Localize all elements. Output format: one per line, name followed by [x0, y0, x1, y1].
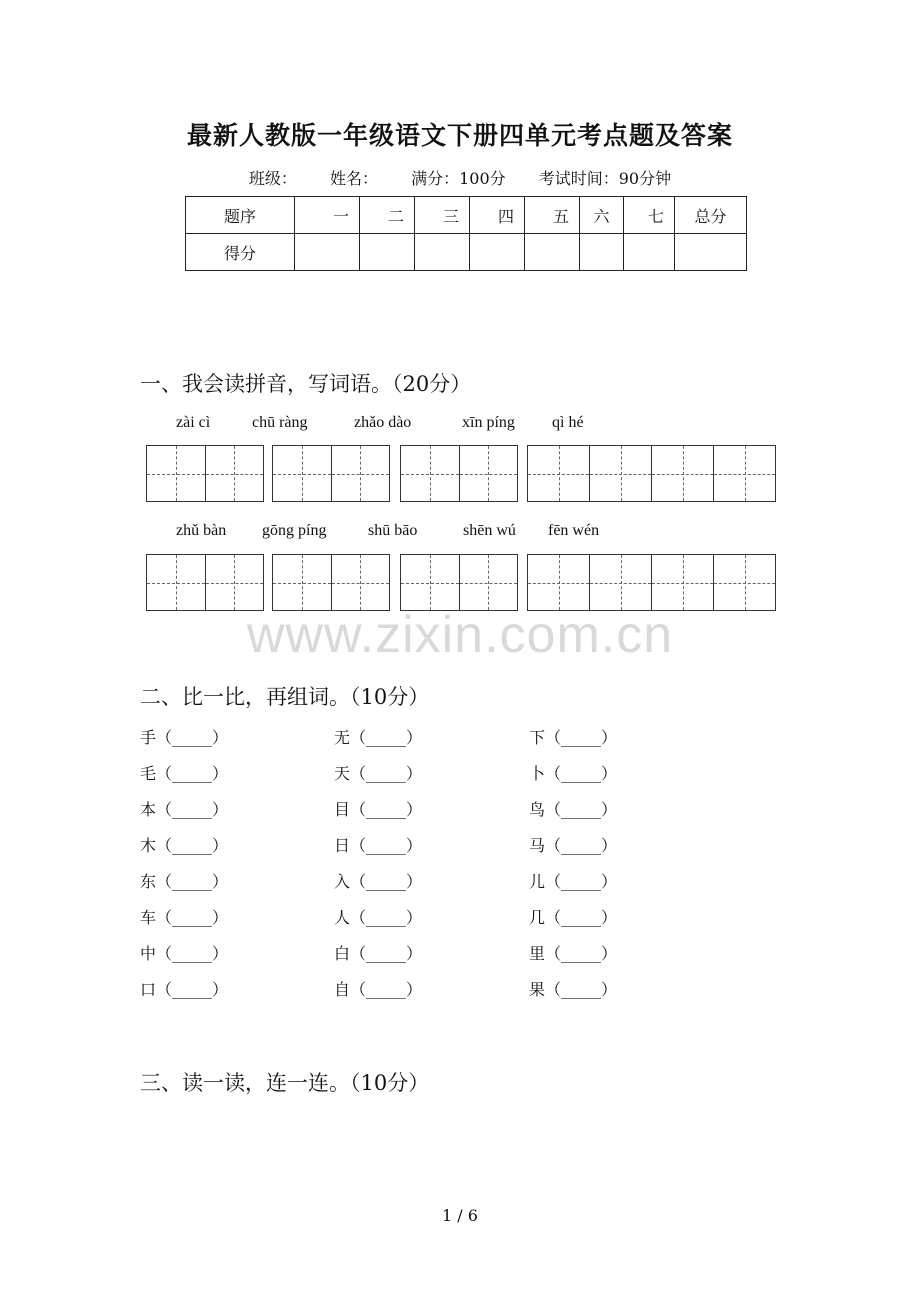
grid-cell[interactable]	[652, 446, 714, 501]
grid-cell[interactable]	[590, 446, 652, 501]
word-item[interactable]: 目（_____）	[334, 800, 423, 819]
section3-title: 三、读一读，连一连。（10分）	[140, 1071, 430, 1095]
score-table	[185, 196, 747, 271]
word-item[interactable]: 果（_____）	[529, 980, 618, 999]
score-cell	[580, 234, 624, 271]
score-table-header-cell: 六	[580, 197, 624, 234]
word-item[interactable]: 中（_____）	[140, 944, 229, 963]
pinyin-label: chū ràng	[252, 414, 308, 431]
writing-grid[interactable]	[527, 554, 776, 611]
score-cell	[295, 234, 360, 271]
word-item[interactable]: 天（_____）	[334, 764, 423, 783]
page-number: 1 / 6	[442, 1206, 478, 1225]
full-score: 满分：100分	[411, 169, 506, 188]
score-table-score-row	[186, 234, 747, 271]
word-item[interactable]: 卜（_____）	[529, 764, 618, 783]
pinyin-label: gōng píng	[262, 522, 327, 539]
score-cell	[624, 234, 675, 271]
writing-grid[interactable]	[400, 554, 518, 611]
grid-cell[interactable]	[652, 555, 714, 610]
word-item[interactable]: 自（_____）	[334, 980, 423, 999]
score-table-header-cell: 七	[624, 197, 675, 234]
score-table-header-row	[186, 197, 747, 234]
exam-info-line	[0, 166, 920, 189]
word-item[interactable]: 东（_____）	[140, 872, 229, 891]
score-row-label: 得分	[186, 234, 295, 271]
name-label: 姓名：	[329, 169, 378, 188]
grid-cell[interactable]	[206, 555, 264, 610]
grid-cell[interactable]	[273, 446, 332, 501]
word-item[interactable]: 毛（_____）	[140, 764, 229, 783]
grid-cell[interactable]	[714, 555, 775, 610]
watermark: www.zixin.com.cn	[246, 606, 674, 664]
word-item[interactable]: 鸟（_____）	[529, 800, 618, 819]
writing-grid[interactable]	[272, 554, 390, 611]
grid-cell[interactable]	[147, 555, 206, 610]
score-table-header-cell: 二	[360, 197, 415, 234]
pinyin-label: zhǎo dào	[354, 414, 412, 431]
word-item[interactable]: 下（_____）	[529, 728, 618, 747]
score-cell	[415, 234, 470, 271]
pinyin-label: qì hé	[552, 414, 584, 431]
grid-cell[interactable]	[714, 446, 775, 501]
writing-grid[interactable]	[146, 554, 264, 611]
grid-cell[interactable]	[273, 555, 332, 610]
writing-grid[interactable]	[400, 445, 518, 502]
grid-cell[interactable]	[528, 555, 590, 610]
class-label: 班级：	[248, 169, 297, 188]
word-item[interactable]: 口（_____）	[140, 980, 229, 999]
grid-cell[interactable]	[401, 446, 460, 501]
word-item[interactable]: 几（_____）	[529, 908, 618, 927]
writing-grid[interactable]	[146, 445, 264, 502]
score-table-header-cell: 三	[415, 197, 470, 234]
score-table-header-cell: 一	[295, 197, 360, 234]
word-item[interactable]: 手（_____）	[140, 728, 229, 747]
word-item[interactable]: 车（_____）	[140, 908, 229, 927]
writing-grid[interactable]	[527, 445, 776, 502]
grid-cell[interactable]	[147, 446, 206, 501]
grid-cell[interactable]	[332, 555, 390, 610]
grid-cell[interactable]	[206, 446, 264, 501]
score-cell	[470, 234, 525, 271]
grid-cell[interactable]	[401, 555, 460, 610]
section1-title: 一、我会读拼音，写词语。（20分）	[140, 372, 472, 396]
word-item[interactable]: 木（_____）	[140, 836, 229, 855]
word-item[interactable]: 里（_____）	[529, 944, 618, 963]
pinyin-label: zhǔ bàn	[176, 522, 227, 539]
word-item[interactable]: 无（_____）	[334, 728, 423, 747]
pinyin-label: fēn wén	[548, 522, 600, 539]
score-table-header-cell: 五	[525, 197, 580, 234]
section2-title: 二、比一比，再组词。（10分）	[140, 685, 430, 709]
word-item[interactable]: 日（_____）	[334, 836, 423, 855]
word-item[interactable]: 白（_____）	[334, 944, 423, 963]
score-cell	[360, 234, 415, 271]
score-cell	[525, 234, 580, 271]
score-cell	[675, 234, 747, 271]
pinyin-label: zài cì	[176, 414, 211, 431]
document-title: 最新人教版一年级语文下册四单元考点题及答案	[186, 121, 733, 150]
exam-time: 考试时间：90分钟	[538, 169, 672, 188]
writing-grid[interactable]	[272, 445, 390, 502]
word-item[interactable]: 入（_____）	[334, 872, 423, 891]
grid-cell[interactable]	[332, 446, 390, 501]
grid-cell[interactable]	[590, 555, 652, 610]
word-item[interactable]: 人（_____）	[334, 908, 423, 927]
grid-cell[interactable]	[460, 555, 518, 610]
score-table-header-cell: 四	[470, 197, 525, 234]
grid-cell[interactable]	[528, 446, 590, 501]
word-item[interactable]: 本（_____）	[140, 800, 229, 819]
score-table-header-cell: 总分	[675, 197, 747, 234]
pinyin-label: xīn píng	[462, 414, 515, 431]
word-item[interactable]: 马（_____）	[529, 836, 618, 855]
pinyin-label: shēn wú	[463, 522, 516, 539]
grid-cell[interactable]	[460, 446, 518, 501]
score-table-header-cell: 题序	[186, 197, 295, 234]
word-item[interactable]: 儿（_____）	[529, 872, 618, 891]
pinyin-label: shū bāo	[368, 522, 418, 539]
